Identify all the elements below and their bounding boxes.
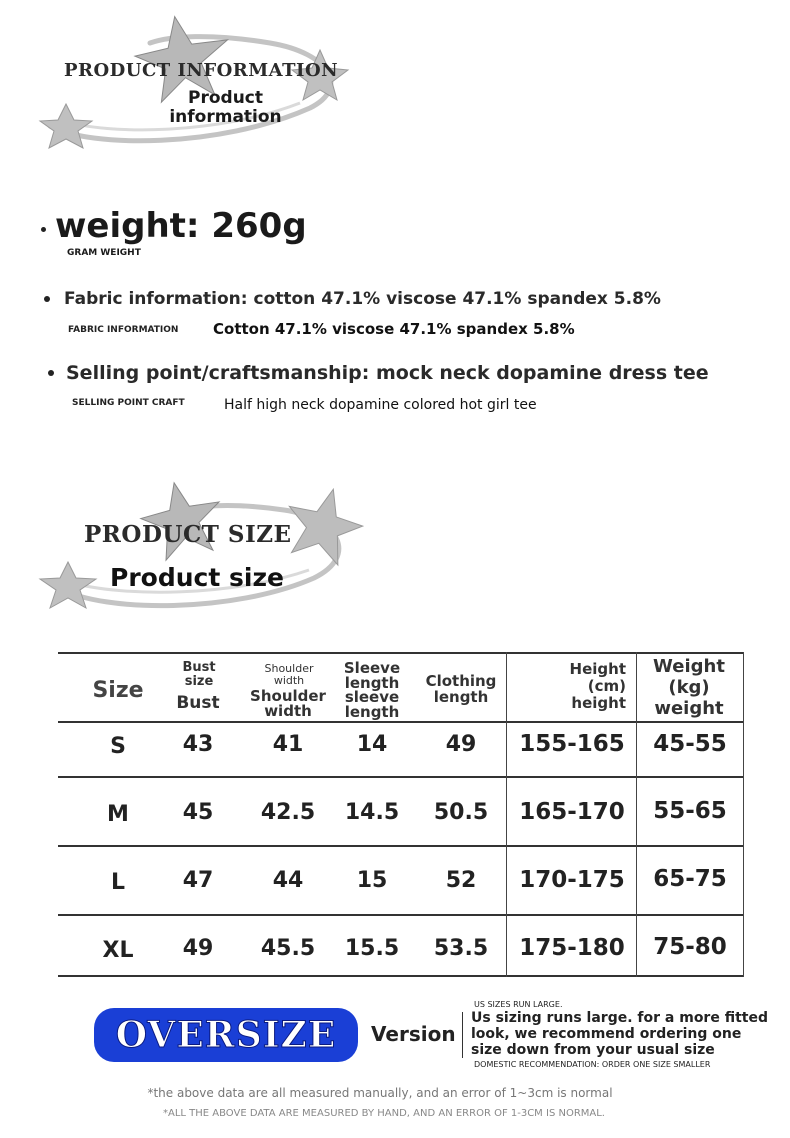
cell-sleeve: 14 <box>356 732 388 757</box>
fabric-text: Fabric information: cotton 47.1% viscose 47.1% spandex 5.8% <box>64 289 661 309</box>
fabric-label: FABRIC INFORMATION <box>68 325 179 335</box>
table-bottom-border <box>58 975 744 977</box>
note-bottom: DOMESTIC RECOMMENDATION: ORDER ONE SIZE SMALLER <box>474 1060 711 1069</box>
cell-height: 170-175 <box>519 867 625 893</box>
cell-height: 165-170 <box>519 799 625 825</box>
size-table <box>58 652 744 977</box>
cell-shoulder: 42.5 <box>260 800 316 825</box>
footer-note-caps: *ALL THE ABOVE DATA ARE MEASURED BY HAND, AND AN ERROR OF 1-3CM IS NORMAL. <box>162 1108 605 1119</box>
cell-weight: 75-80 <box>653 934 727 960</box>
cell-shoulder: 44 <box>272 868 304 893</box>
cell-size: XL <box>102 938 134 963</box>
cell-size: M <box>107 802 129 827</box>
table-column-divider <box>636 652 637 977</box>
cell-size: L <box>110 870 126 895</box>
oversize-badge-text: OVERSIZE <box>115 1014 337 1056</box>
cell-clothing: 49 <box>445 732 477 757</box>
table-right-border <box>743 652 744 977</box>
product-information-subtitle: Product information <box>169 88 282 127</box>
table-top-border <box>58 652 744 654</box>
selling-label: SELLING POINT CRAFT <box>72 398 185 408</box>
cell-weight: 65-75 <box>653 866 727 892</box>
cell-sleeve: 15 <box>356 868 388 893</box>
header-size: Size <box>92 678 144 703</box>
header-height: Height (cm) height <box>569 660 626 712</box>
product-size-title: PRODUCT SIZE <box>84 521 292 548</box>
weight-label: GRAM WEIGHT <box>67 248 141 258</box>
cell-shoulder: 45.5 <box>260 936 316 961</box>
table-header-divider <box>58 721 744 723</box>
weight-bullet-icon <box>41 227 46 232</box>
header-clothing: Clothing length <box>425 672 497 706</box>
selling-detail: Half high neck dopamine colored hot girl tee <box>224 397 537 413</box>
cell-height: 155-165 <box>519 731 625 757</box>
header-bust-small: Bust size <box>182 660 216 689</box>
footer-note: *the above data are all measured manually, and an error of 1~3cm is normal <box>147 1086 613 1100</box>
cell-weight: 45-55 <box>653 731 727 757</box>
header-sleeve: Sleeve length sleeve length <box>343 659 401 721</box>
cell-shoulder: 41 <box>272 732 304 757</box>
table-row-divider <box>58 914 744 916</box>
cell-weight: 55-65 <box>653 798 727 824</box>
cell-size: S <box>110 734 126 759</box>
cell-bust: 45 <box>182 800 214 825</box>
product-information-title: PRODUCT INFORMATION <box>64 60 339 81</box>
star-swoosh-decoration-size <box>34 478 364 623</box>
star-swoosh-decoration-top <box>30 8 350 158</box>
cell-clothing: 52 <box>445 868 477 893</box>
note-divider <box>462 1012 463 1058</box>
cell-bust: 47 <box>182 868 214 893</box>
cell-sleeve: 14.5 <box>344 800 400 825</box>
product-size-subtitle: Product size <box>110 563 284 592</box>
header-weight: Weight (kg) weight <box>653 656 725 719</box>
table-column-divider <box>506 652 507 977</box>
header-shoulder: Shoulder width <box>250 687 326 720</box>
cell-clothing: 53.5 <box>433 936 489 961</box>
cell-bust: 43 <box>182 732 214 757</box>
cell-bust: 49 <box>182 936 214 961</box>
oversize-badge <box>94 1008 358 1062</box>
weight-text: weight: 260g <box>55 206 307 246</box>
fabric-detail: Cotton 47.1% viscose 47.1% spandex 5.8% <box>213 320 575 338</box>
selling-text: Selling point/craftsmanship: mock neck dopamine dress tee <box>66 362 709 384</box>
fabric-bullet-icon <box>44 296 50 302</box>
table-row-divider <box>58 776 744 778</box>
header-shoulder-small: Shoulder width <box>264 662 314 687</box>
note-top: US SIZES RUN LARGE. <box>474 1000 563 1009</box>
cell-sleeve: 15.5 <box>344 936 400 961</box>
version-label: Version <box>371 1022 456 1046</box>
header-bust: Bust <box>176 693 220 713</box>
cell-clothing: 50.5 <box>433 800 489 825</box>
table-row-divider <box>58 845 744 847</box>
cell-height: 175-180 <box>519 935 625 961</box>
selling-bullet-icon <box>48 370 54 376</box>
note-main: Us sizing runs large. for a more fitted look, we recommend ordering one size down from your usual size <box>471 1010 768 1058</box>
